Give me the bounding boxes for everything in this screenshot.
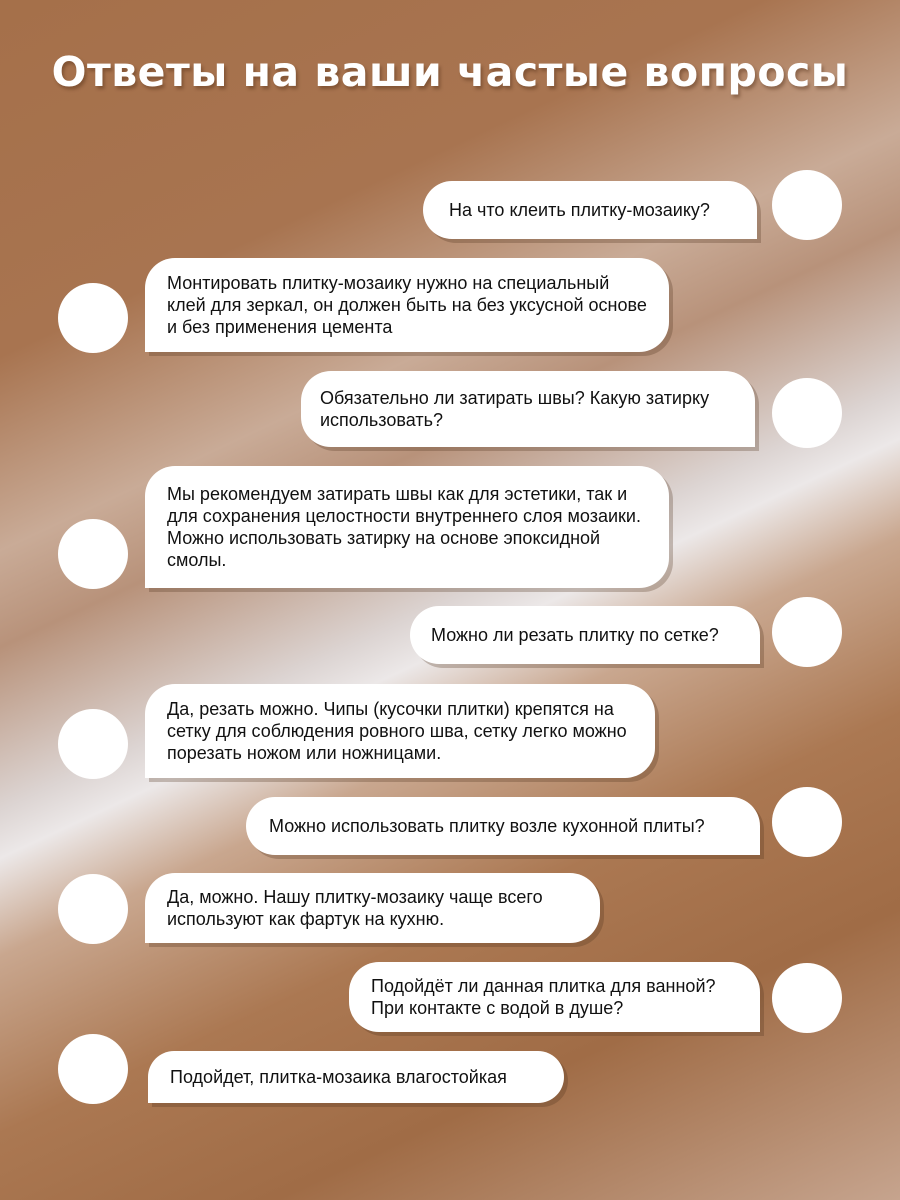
question-bubble bbox=[410, 606, 760, 664]
user-avatar bbox=[772, 787, 842, 857]
support-avatar bbox=[58, 283, 128, 353]
support-avatar bbox=[58, 1034, 128, 1104]
answer-bubble bbox=[145, 258, 669, 352]
answer-bubble bbox=[148, 1051, 564, 1103]
page-title: Ответы на ваши частые вопросы bbox=[51, 48, 849, 96]
answer-text: Мы рекомендуем затирать швы как для эстетики, так и для сохранения целостности внутреннего слоя мозаики. Можно использовать затирку на основе эпоксидной смолы. bbox=[167, 484, 641, 570]
support-avatar bbox=[58, 874, 128, 944]
question-text: Подойдёт ли данная плитка для ванной? При контакте с водой в душе? bbox=[371, 976, 716, 1018]
support-avatar bbox=[58, 709, 128, 779]
question-text: Можно ли резать плитку по сетке? bbox=[431, 625, 719, 645]
answer-text: Да, резать можно. Чипы (кусочки плитки) крепятся на сетку для соблюдения ровного шва, сетку легко можно порезать ножом или ножницами. bbox=[167, 699, 627, 763]
user-avatar bbox=[772, 963, 842, 1033]
question-text: На что клеить плитку-мозаику? bbox=[449, 200, 710, 220]
question-bubble bbox=[423, 181, 757, 239]
answer-text: Монтировать плитку-мозаику нужно на специальный клей для зеркал, он должен быть на без уксусной основе и без применения цемента bbox=[167, 273, 647, 337]
answer-text: Да, можно. Нашу плитку-мозаику чаще всего используют как фартук на кухню. bbox=[167, 887, 543, 929]
answer-bubble bbox=[145, 466, 669, 588]
answer-bubble bbox=[145, 873, 600, 943]
user-avatar bbox=[772, 170, 842, 240]
user-avatar bbox=[772, 378, 842, 448]
question-bubble bbox=[349, 962, 760, 1032]
answer-bubble bbox=[145, 684, 655, 778]
question-bubble bbox=[246, 797, 760, 855]
question-text: Можно использовать плитку возле кухонной плиты? bbox=[269, 816, 705, 836]
question-bubble bbox=[301, 371, 755, 447]
support-avatar bbox=[58, 519, 128, 589]
user-avatar bbox=[772, 597, 842, 667]
answer-text: Подойдет, плитка-мозаика влагостойкая bbox=[170, 1067, 507, 1087]
question-text: Обязательно ли затирать швы? Какую затирку использовать? bbox=[320, 388, 710, 430]
